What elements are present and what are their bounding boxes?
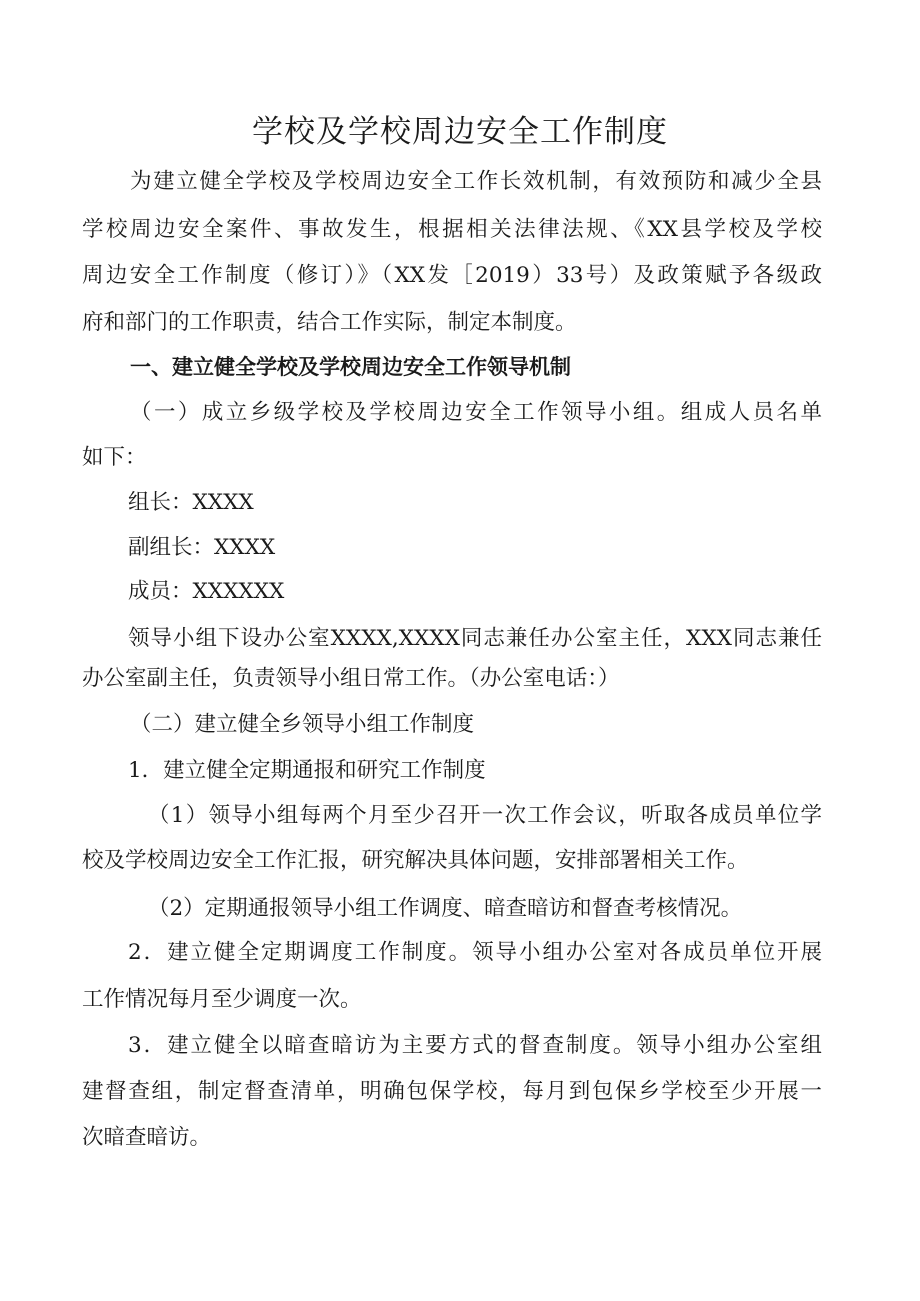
office-line-2: 办公室副主任，负责领导小组日常工作。（办公室电话：） bbox=[82, 666, 620, 691]
subsection-1-line-1: （一）成立乡级学校及学校周边安全工作领导小组。组成人员名单 bbox=[130, 400, 822, 425]
item-2-line-2: 工作情况每月至少调度一次。 bbox=[82, 987, 362, 1012]
item-1-heading: 1．建立健全定期通报和研究工作制度 bbox=[128, 758, 486, 783]
member-deputy-leader: 副组长：XXXX bbox=[128, 535, 276, 560]
item-3-line-1: 3．建立健全以暗查暗访为主要方式的督查制度。领导小组办公室组 bbox=[128, 1033, 822, 1058]
document-title: 学校及学校周边安全工作制度 bbox=[252, 114, 668, 150]
item-1-1-line-2: 校及学校周边安全工作汇报，研究解决具体问题，安排部署相关工作。 bbox=[82, 848, 749, 873]
subsection-2-heading: （二）建立健全乡领导小组工作制度 bbox=[130, 712, 475, 737]
office-line-1: 领导小组下设办公室XXXX,XXXX同志兼任办公室主任，XXX同志兼任 bbox=[128, 626, 822, 651]
section-heading-1: 一、建立健全学校及学校周边安全工作领导机制 bbox=[130, 355, 571, 379]
subsection-1-line-2: 如下： bbox=[82, 445, 147, 470]
item-3-line-2: 建督查组，制定督查清单，明确包保学校，每月到包保乡学校至少开展一 bbox=[82, 1079, 822, 1104]
intro-line-3: 周边安全工作制度（修订）》（XX发［2019）33号）及政策赋予各级政 bbox=[82, 263, 822, 288]
member-list: 成员：XXXXXX bbox=[128, 579, 285, 604]
intro-line-1: 为建立健全学校及学校周边安全工作长效机制，有效预防和减少全县 bbox=[130, 169, 822, 194]
intro-line-4: 府和部门的工作职责，结合工作实际，制定本制度。 bbox=[82, 310, 577, 335]
member-leader: 组长：XXXX bbox=[128, 490, 254, 515]
item-1-2: （2）定期通报领导小组工作调度、暗查暗访和督查考核情况。 bbox=[148, 896, 743, 921]
item-2-line-1: 2．建立健全定期调度工作制度。领导小组办公室对各成员单位开展 bbox=[128, 940, 822, 965]
item-1-1-line-1: （1）领导小组每两个月至少召开一次工作会议，听取各成员单位学 bbox=[148, 803, 822, 828]
intro-line-2: 学校周边安全案件、事故发生，根据相关法律法规、《XX县学校及学校 bbox=[82, 217, 822, 242]
item-3-line-3: 次暗查暗访。 bbox=[82, 1125, 212, 1150]
